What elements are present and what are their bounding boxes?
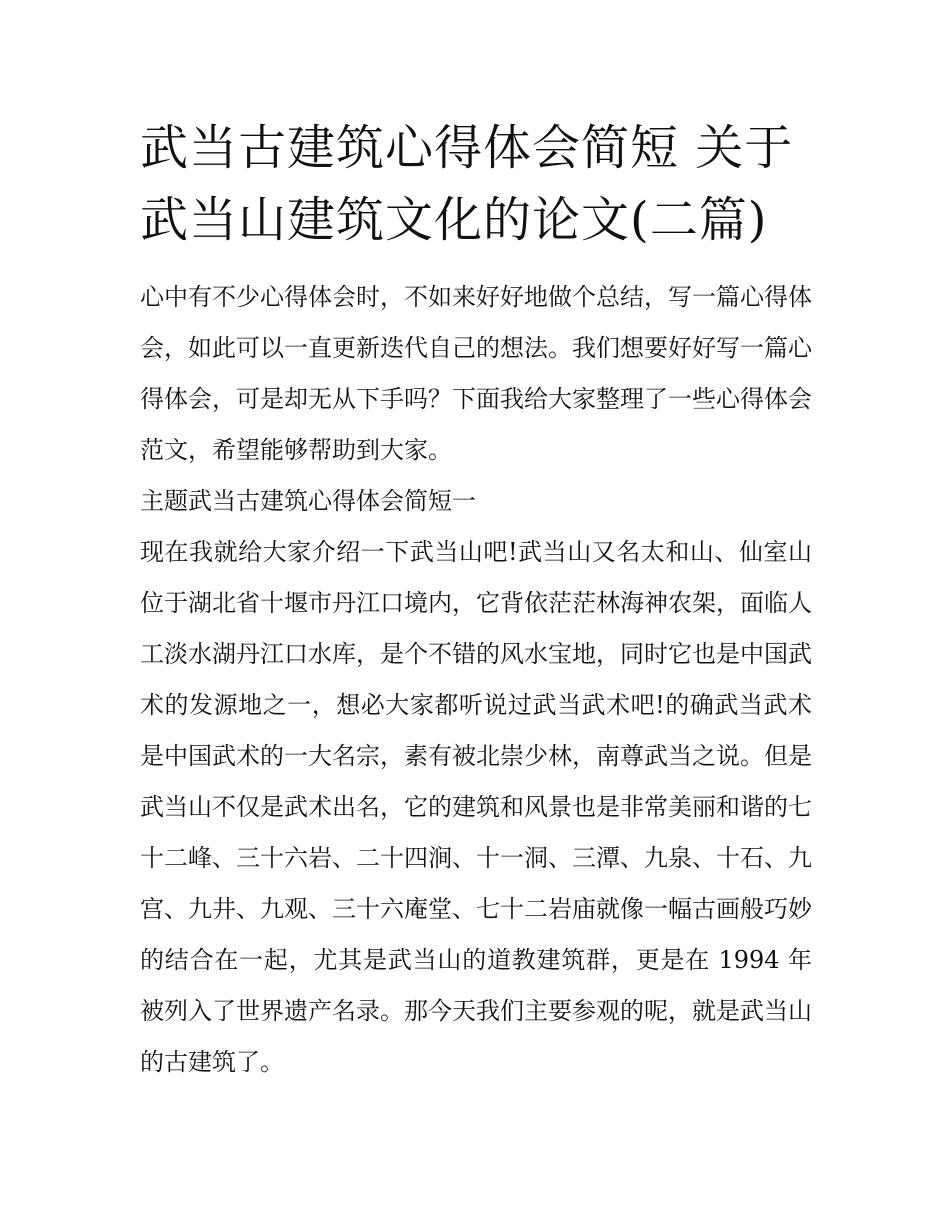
document-title: 武当古建筑心得体会简短 关于武当山建筑文化的论文(二篇): [140, 120, 794, 248]
section-heading: 主题武当古建筑心得体会简短一: [140, 487, 476, 515]
body-paragraph: 现在我就给大家介绍一下武当山吧!武当山又名太和山、仙室山位于湖北省十堰市丹江口境内，它背依茫茫林海神农架，面临人工淡水湖丹江口水库，是个不错的风水宝地，同时它也是中国武术的发源地之一，想必大家都听说过武当武术吧!的确武当武术是中国武术的一大名宗，素有被北崇少林，南尊武当之说。但是武当山不仅是武术出名，它的建筑和风景也是非常美丽和谐的七十二峰、三十六岩、二十四涧、十一洞、三潭、九泉、十石、九宫、九井、九观、三十六庵堂、七十二岩庙就像一幅古画般巧妙的结合在一起，尤其是武当山的道教建筑群，更是在 1994 年被列入了世界遗产名录。那今天我们主要参观的呢，就是武当山的古建筑了。: [140, 538, 812, 1076]
intro-paragraph: 心中有不少心得体会时，不如来好好地做个总结，写一篇心得体会，如此可以一直更新迭代自己的想法。我们想要好好写一篇心得体会，可是却无从下手吗？下面我给大家整理了一些心得体会范文，希望能够帮助到大家。: [140, 283, 812, 464]
document-page: [140, 112, 812, 1088]
